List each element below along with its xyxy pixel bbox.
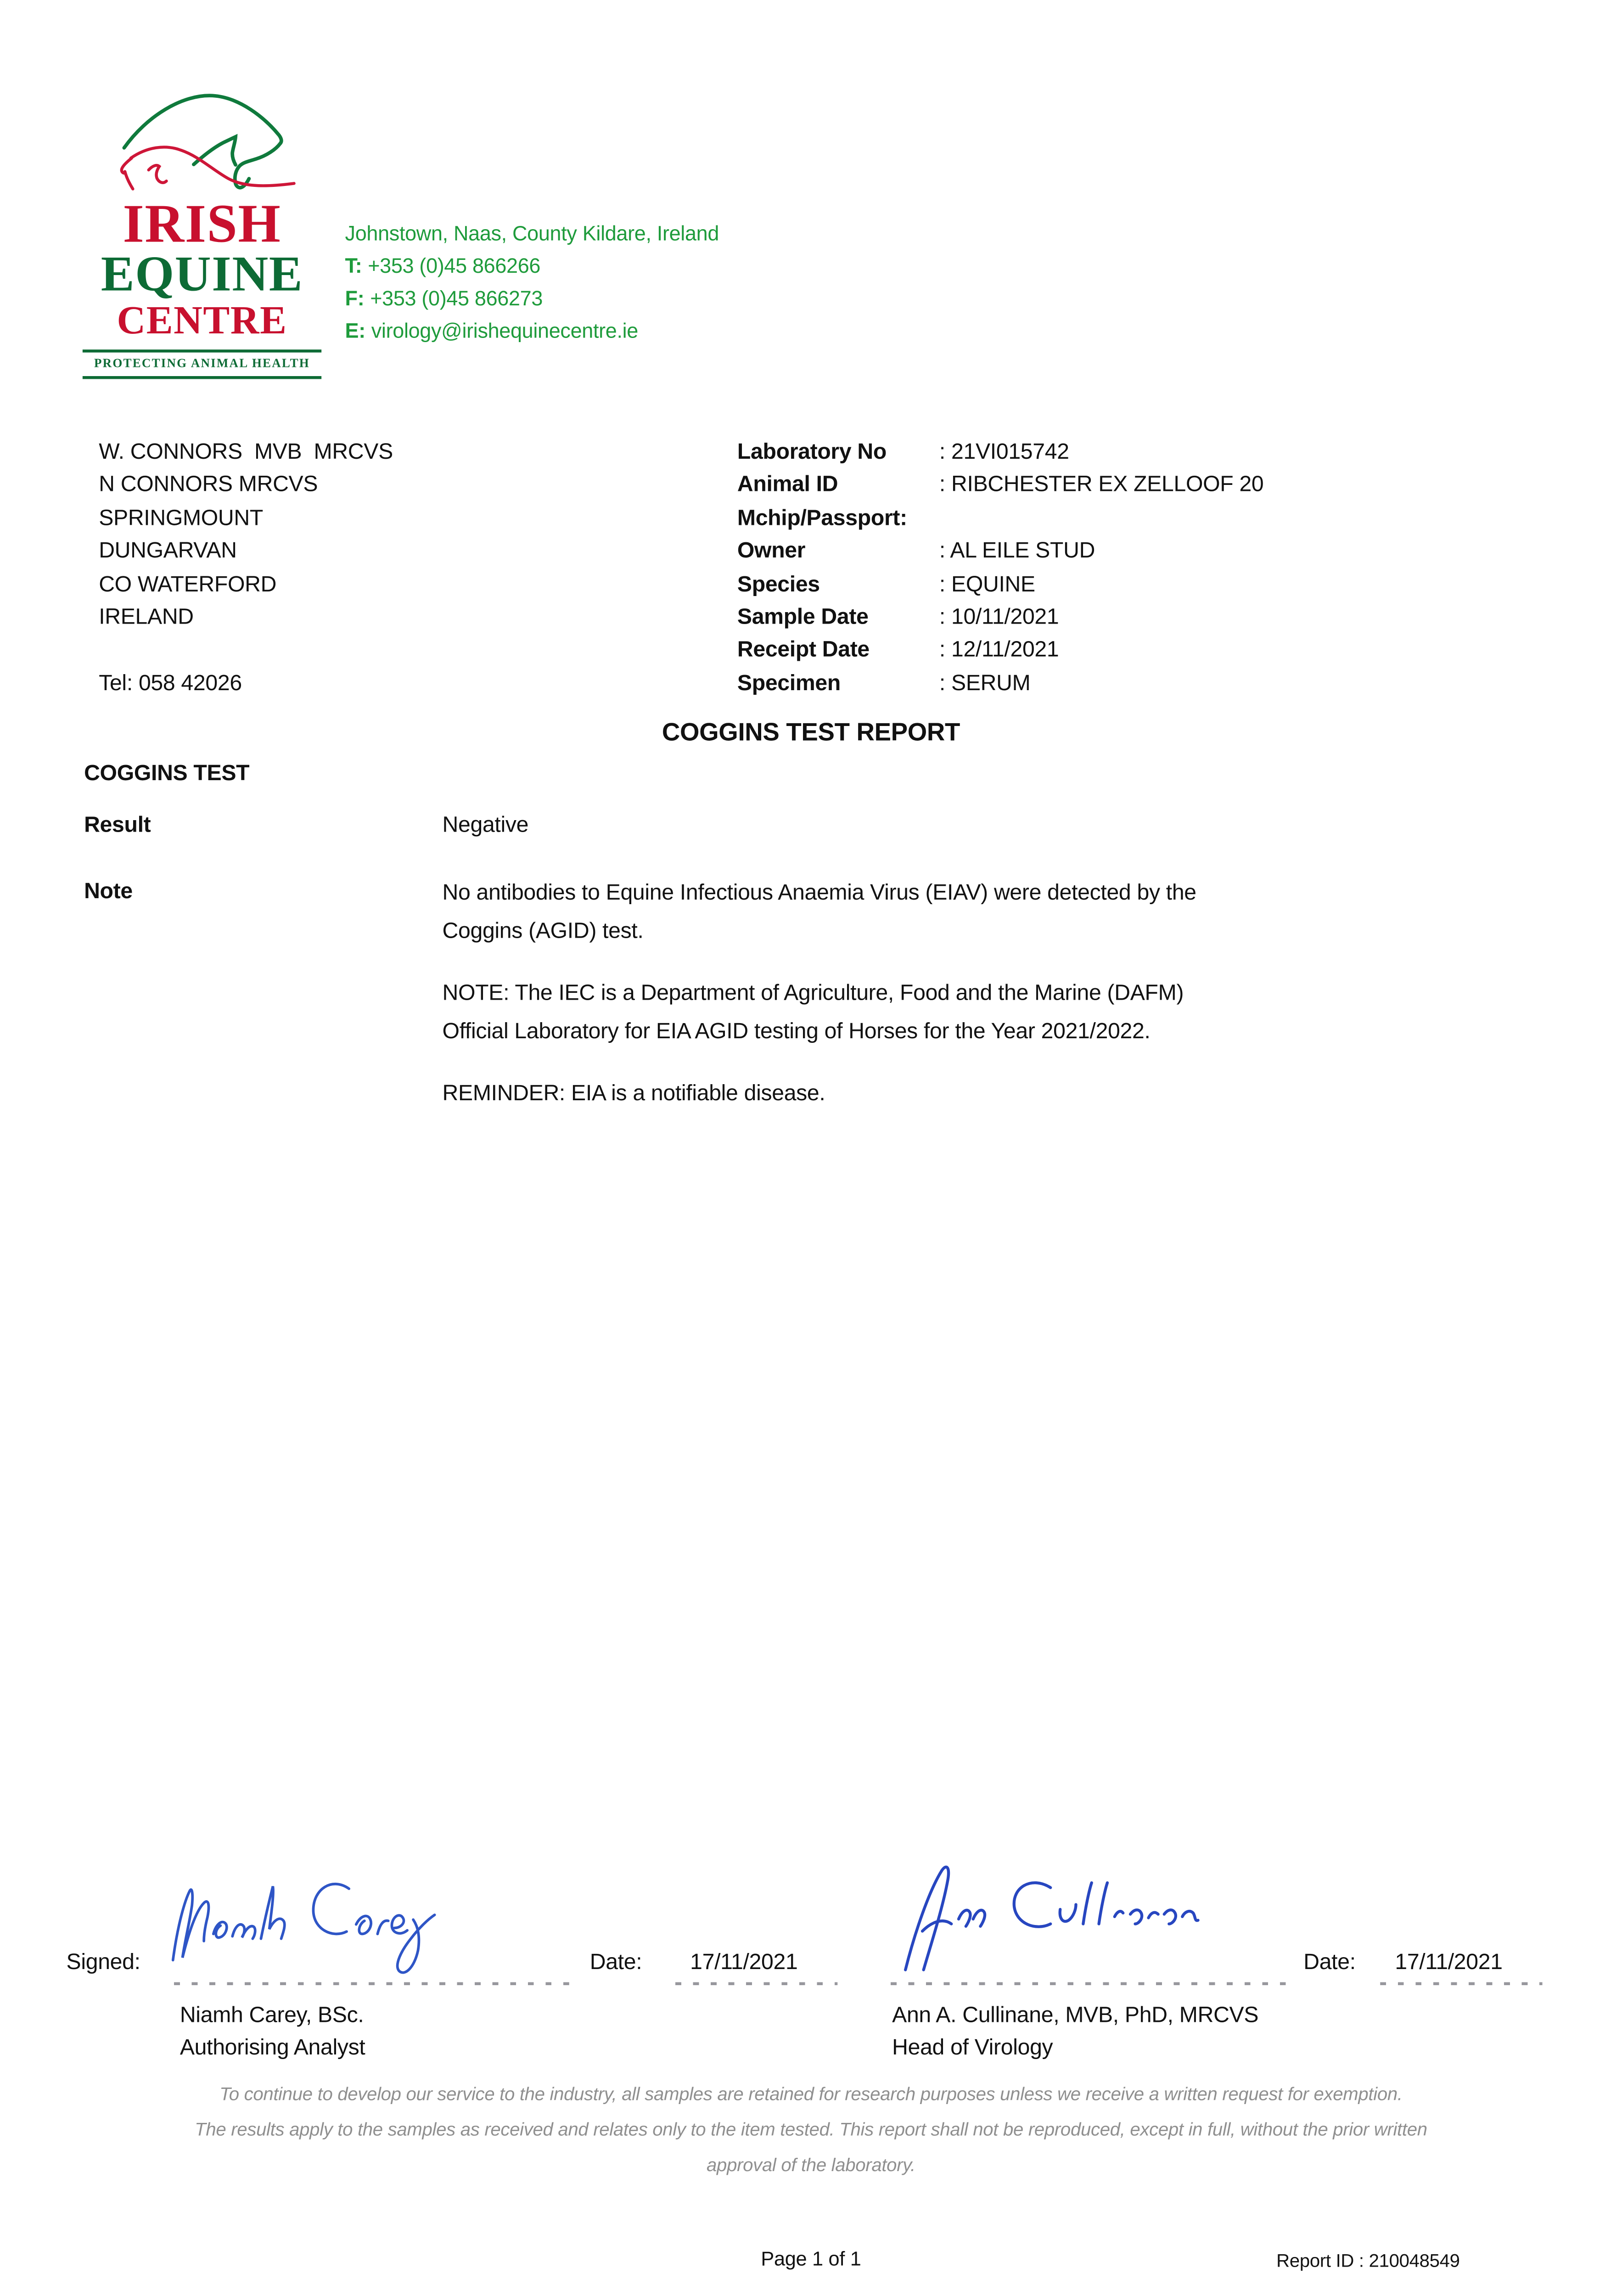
fax-value: +353 (0)45 866273 — [370, 286, 543, 310]
signature-ann-cullinane-icon — [879, 1850, 1241, 1991]
horses-logo-icon — [109, 79, 307, 195]
contact-email — [345, 314, 719, 347]
logo-word-irish: IRISH — [123, 194, 281, 255]
date-line-left — [675, 1982, 837, 1985]
date-label-left: Date: — [589, 1949, 642, 1975]
date-line-right — [1380, 1982, 1542, 1985]
signatory-right — [892, 2000, 1258, 2065]
phone-label: T: — [345, 253, 362, 277]
contact-location: Johnstown, Naas, County Kildare, Ireland — [345, 221, 719, 245]
disclaimer — [162, 2077, 1459, 2183]
sample-row-animal-id: Animal ID : RIBCHESTER EX ZELLOOF 20 — [737, 473, 1264, 498]
signature-niamh-carey-icon — [156, 1855, 513, 1991]
note-paragraph: REMINDER: EIA is a notifiable disease. — [442, 1081, 825, 1106]
contact-block — [345, 217, 719, 347]
date-value-left: 17/11/2021 — [690, 1949, 798, 1975]
recipient-line: CO WATERFORD — [99, 571, 277, 597]
note-label: Note — [84, 879, 133, 904]
signatory-right-name: Ann A. Cullinane, MVB, PhD, MRCVS — [892, 2003, 1259, 2028]
signatory-left-name: Niamh Carey, BSc. — [180, 2003, 364, 2028]
sample-row-mchip-passport: Mchip/Passport: — [737, 506, 907, 531]
logo-tagline: PROTECTING ANIMAL HEALTH — [94, 357, 310, 371]
email-label: E: — [345, 318, 365, 343]
sample-row-sample-date: Sample Date : 10/11/2021 — [737, 604, 1059, 630]
disclaimer-line: The results apply to the samples as received and relates only to the item tested. This report shall not be reproduced, except in full, without the prior written approval of the laboratory. — [195, 2119, 1427, 2176]
sample-row-species: Species : EQUINE — [737, 571, 1035, 597]
result-label: Result — [84, 812, 151, 838]
recipient-line: SPRINGMOUNT — [99, 506, 264, 531]
signature-line-left — [174, 1982, 569, 1985]
logo-word-equine: EQUINE — [101, 248, 303, 303]
recipient-address — [99, 437, 393, 701]
signed-label: Signed: — [66, 1949, 140, 1975]
report-title: COGGINS TEST REPORT — [662, 718, 960, 747]
recipient-line: W. CONNORS MVB MRCVS — [99, 439, 393, 465]
sample-details — [737, 437, 1264, 701]
logo-rule-bottom — [83, 376, 321, 379]
contact-phone — [345, 249, 719, 282]
date-label-right: Date: — [1303, 1949, 1356, 1975]
recipient-line: N CONNORS MRCVS — [99, 473, 318, 498]
section-heading: COGGINS TEST — [84, 761, 250, 786]
logo-wordmark — [83, 194, 321, 379]
note-paragraphs — [443, 875, 1251, 1137]
sample-row-laboratory-no: Laboratory No : 21VI015742 — [737, 439, 1069, 465]
signature-line-right — [891, 1982, 1286, 1985]
sample-row-specimen: Specimen : SERUM — [737, 670, 1031, 696]
signatory-left — [180, 2000, 365, 2065]
sample-row-owner: Owner : AL EILE STUD — [737, 539, 1095, 564]
phone-value: +353 (0)45 866266 — [368, 253, 541, 277]
disclaimer-line: To continue to develop our service to the industry, all samples are retained for research purposes unless we receive a written request for exemption. — [219, 2084, 1403, 2105]
result-value: Negative — [442, 812, 529, 838]
contact-fax — [345, 281, 719, 314]
recipient-line: IRELAND — [99, 604, 194, 630]
email-value: virology@irishequinecentre.ie — [371, 318, 639, 343]
note-paragraph: No antibodies to Equine Infectious Anaemia Virus (EIAV) were detected by the Coggins (AGID) test. — [442, 880, 1196, 944]
recipient-line: DUNGARVAN — [99, 539, 237, 564]
recipient-tel: Tel: 058 42026 — [99, 670, 242, 696]
signatory-left-role: Authorising Analyst — [180, 2035, 365, 2060]
page-number: Page 1 of 1 — [761, 2247, 861, 2270]
signatory-right-role: Head of Virology — [892, 2035, 1053, 2060]
fax-label: F: — [345, 286, 365, 310]
report-id: Report ID : 210048549 — [1276, 2251, 1460, 2272]
logo-word-centre: CENTRE — [117, 298, 287, 343]
note-paragraph: NOTE: The IEC is a Department of Agriculture, Food and the Marine (DAFM) Official Laboratory for EIA AGID testing of Horses for the Year 2021/2022. — [442, 980, 1184, 1044]
sample-row-receipt-date: Receipt Date : 12/11/2021 — [737, 637, 1059, 663]
date-value-right: 17/11/2021 — [1395, 1949, 1503, 1975]
